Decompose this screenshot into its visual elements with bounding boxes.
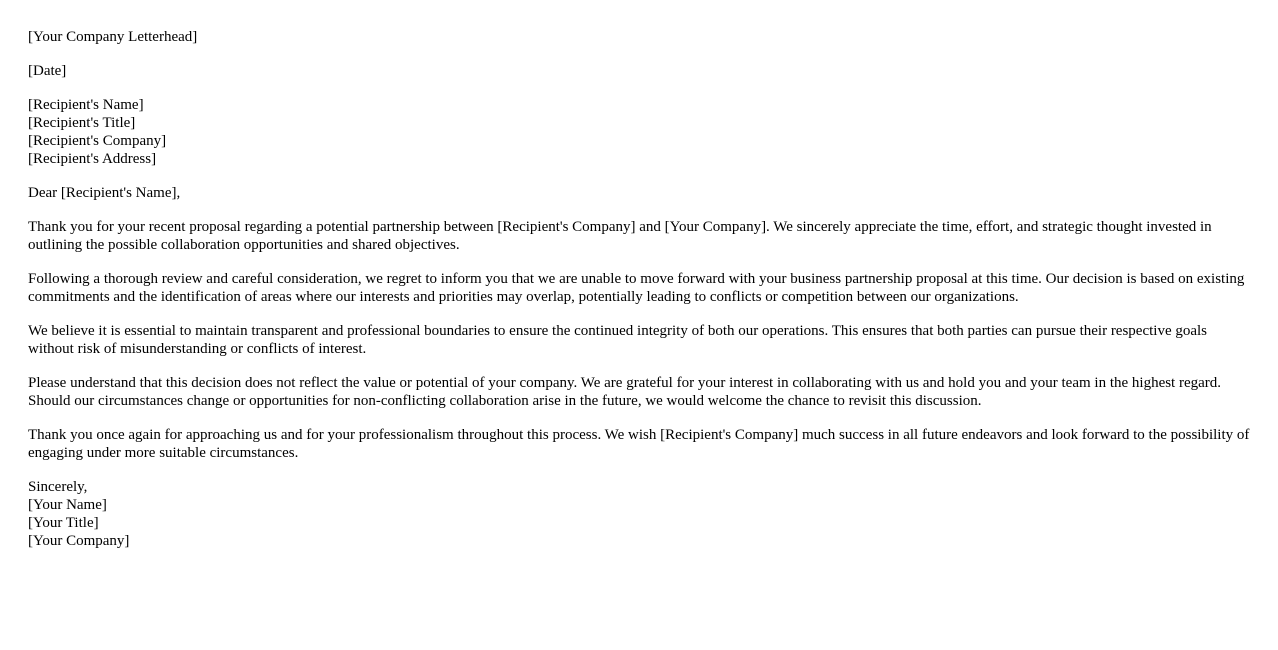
recipient-title: [Recipient's Title]: [28, 115, 136, 131]
body-paragraph-3: We believe it is essential to maintain transparent and professional boundaries to ensure the continued integrity of both our operations. This ensures that both parties can pursue their respective goals without risk of misunderstanding or conflicts of interest.: [28, 323, 1208, 357]
salutation: Dear [Recipient's Name],: [28, 185, 181, 201]
sender-name: [Your Name]: [28, 497, 107, 513]
letterhead: [28, 28, 1256, 46]
recipient-address: [Recipient's Address]: [28, 151, 157, 167]
signature-block: [28, 478, 1256, 550]
body-paragraph-2: Following a thorough review and careful consideration, we regret to inform you that we are unable to move forward with your business partnership proposal at this time. Our decision is based on existing commitments and the identification of areas where our interests and priorities may overlap, potentially leading to conflicts or competition between our organizations.: [28, 271, 1245, 305]
body-paragraph-5: Thank you once again for approaching us and for your professionalism throughout this process. We wish [Recipient's Company] much success in all future endeavors and look forward to the possibility of engaging under more suitable circumstances.: [28, 427, 1250, 461]
recipient-name: [Recipient's Name]: [28, 97, 144, 113]
salutation-block: [28, 184, 1256, 202]
letterhead-text: [Your Company Letterhead]: [28, 29, 198, 45]
letter-date: [Date]: [28, 63, 67, 79]
recipient-address-block: [28, 96, 1256, 168]
body-paragraph-1: Thank you for your recent proposal regarding a potential partnership between [Recipient's Company] and [Your Company]. We sincerely appreciate the time, effort, and strategic thought invested in outlining the possible collaboration opportunities and shared objectives.: [28, 219, 1212, 253]
closing: Sincerely,: [28, 479, 88, 495]
date-block: [28, 62, 1256, 80]
body-paragraph-4: Please understand that this decision does not reflect the value or potential of your company. We are grateful for your interest in collaborating with us and hold you and your team in the highest regard. Should our circumstances change or opportunities for non-conflicting collaboration arise in the future, we would welcome the chance to revisit this discussion.: [28, 375, 1222, 409]
letter-document: [28, 28, 1256, 566]
sender-title: [Your Title]: [28, 515, 99, 531]
recipient-company: [Recipient's Company]: [28, 133, 167, 149]
sender-company: [Your Company]: [28, 533, 130, 549]
